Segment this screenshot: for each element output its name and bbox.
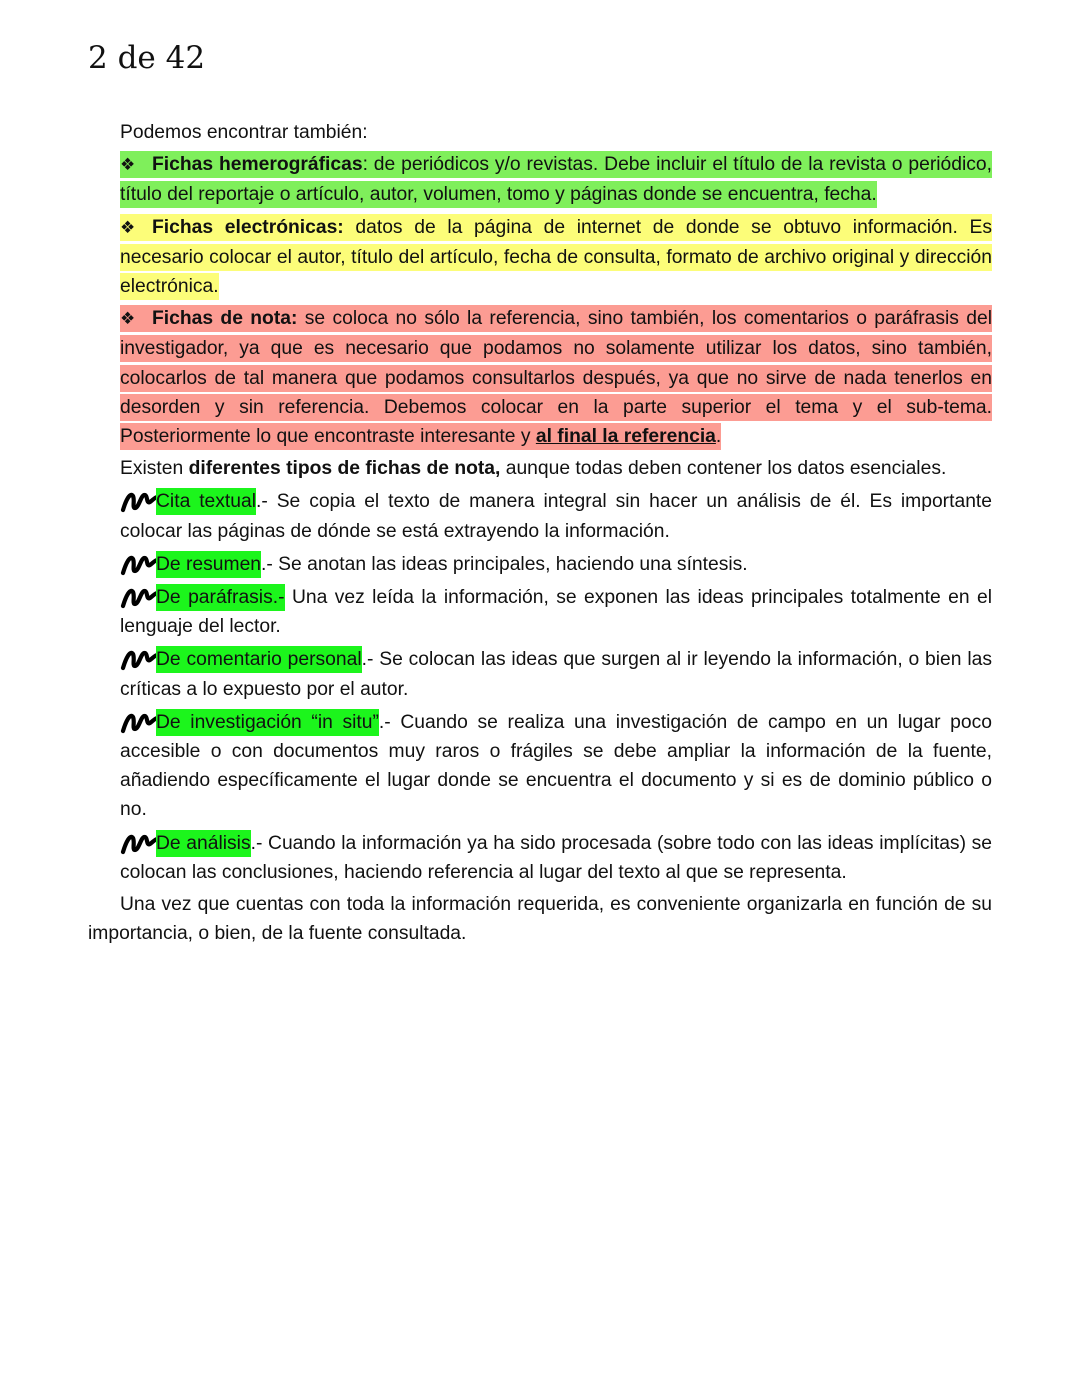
tipos-intro-before: Existen — [120, 458, 189, 480]
tipo-text: Una vez leída la información, se exponen las ideas principales totalmente en el lenguaje del lector. — [120, 587, 992, 638]
tipos-intro — [88, 454, 992, 483]
tipos-intro-after: aunque todas deben contener los datos esenciales. — [500, 458, 947, 480]
tipo-text: .- Cuando se realiza una investigación de campo en un lugar poco accesible o con documentos muy raros o frágiles se debe ampliar la información de la fuente, añadiendo específicamente el lugar donde se encuentra el documento y si es de dominio público o no. — [120, 711, 992, 821]
squiggle-mark-icon — [120, 582, 158, 610]
tipo-item — [88, 486, 992, 545]
tipo-label: De resumen — [156, 551, 261, 578]
ficha-text: se coloca no sólo la referencia, sino también, los comentarios o paráfrasis del investigador, ya que es necesario que podamos no solamente utilizar los datos, sino también, colocarlos de tal manera que podamos consultarlos después, ya que no sirve de nada tenerlos en desorden y sin referencia. Debemos colocar en la parte superior el tema y el sub-tema. Posteriormente lo que encontraste interesante y — [120, 308, 993, 448]
bullet-icon: ❖ — [120, 155, 136, 176]
ficha-title: Fichas hemerográficas — [152, 154, 363, 176]
ficha-emphasis: al final la referencia — [535, 426, 716, 448]
highlight-red — [120, 305, 992, 450]
ficha-end: . — [715, 426, 722, 448]
ficha-electronica — [88, 213, 992, 302]
bullet-icon: ❖ — [120, 217, 136, 238]
bullet-icon: ❖ — [120, 309, 136, 330]
highlight-yellow — [120, 214, 992, 300]
tipo-label: De comentario personal — [156, 646, 362, 673]
squiggle-mark-icon — [120, 707, 158, 735]
tipo-text: .- Se copia el texto de manera integral sin hacer un análisis de él. Es importante colocar las páginas de dónde se está extrayendo la información. — [120, 491, 992, 542]
ficha-title: Fichas electrónicas: — [152, 216, 344, 238]
page-number: 2 de 42 — [88, 40, 206, 76]
tipo-item — [88, 828, 992, 887]
tipo-text: .- Se anotan las ideas principales, haciendo una síntesis. — [261, 553, 748, 575]
ficha-de-nota — [88, 304, 992, 451]
ficha-hemerografica — [88, 150, 992, 209]
tipo-label: De análisis — [156, 830, 251, 857]
ficha-text: datos de la página de internet de donde se obtuvo información. Es necesario colocar el autor, título del artículo, fecha de consulta, formato de archivo original y dirección electrónica. — [120, 216, 992, 298]
tipo-label: Cita textual — [156, 488, 256, 515]
squiggle-mark-icon — [120, 486, 158, 514]
intro-paragraph: Podemos encontrar también: — [120, 122, 368, 143]
squiggle-mark-icon — [120, 644, 158, 672]
tipo-label: De paráfrasis.- — [156, 584, 285, 611]
tipo-label: De investigación “in situ” — [156, 709, 379, 736]
ficha-text: : de periódicos y/o revistas. Debe incluir el título de la revista o periódico, título del reportaje o artículo, autor, volumen, tomo y páginas donde se encuentra, fecha. — [120, 154, 992, 206]
squiggle-mark-icon — [120, 828, 158, 856]
tipos-intro-bold: diferentes tipos de fichas de nota, — [188, 458, 501, 480]
tipo-item — [88, 707, 992, 825]
highlight-green — [120, 151, 992, 208]
tipo-item — [88, 582, 992, 641]
document-body — [88, 118, 992, 948]
tipo-text: .- Se colocan las ideas que surgen al ir leyendo la información, o bien las críticas a lo expuesto por el autor. — [120, 649, 992, 700]
ficha-title: Fichas de nota: — [152, 308, 298, 330]
squiggle-mark-icon — [120, 549, 158, 577]
tipo-item — [88, 644, 992, 703]
tipo-text: .- Cuando la información ya ha sido procesada (sobre todo con las ideas implícitas) se colocan las conclusiones, haciendo referencia al lugar del texto al que se representa. — [120, 832, 993, 883]
closing-paragraph: Una vez que cuentas con toda la información requerida, es conveniente organizarla en función de su importancia, o bien, de la fuente consultada. — [88, 894, 992, 945]
tipo-item — [88, 549, 992, 579]
